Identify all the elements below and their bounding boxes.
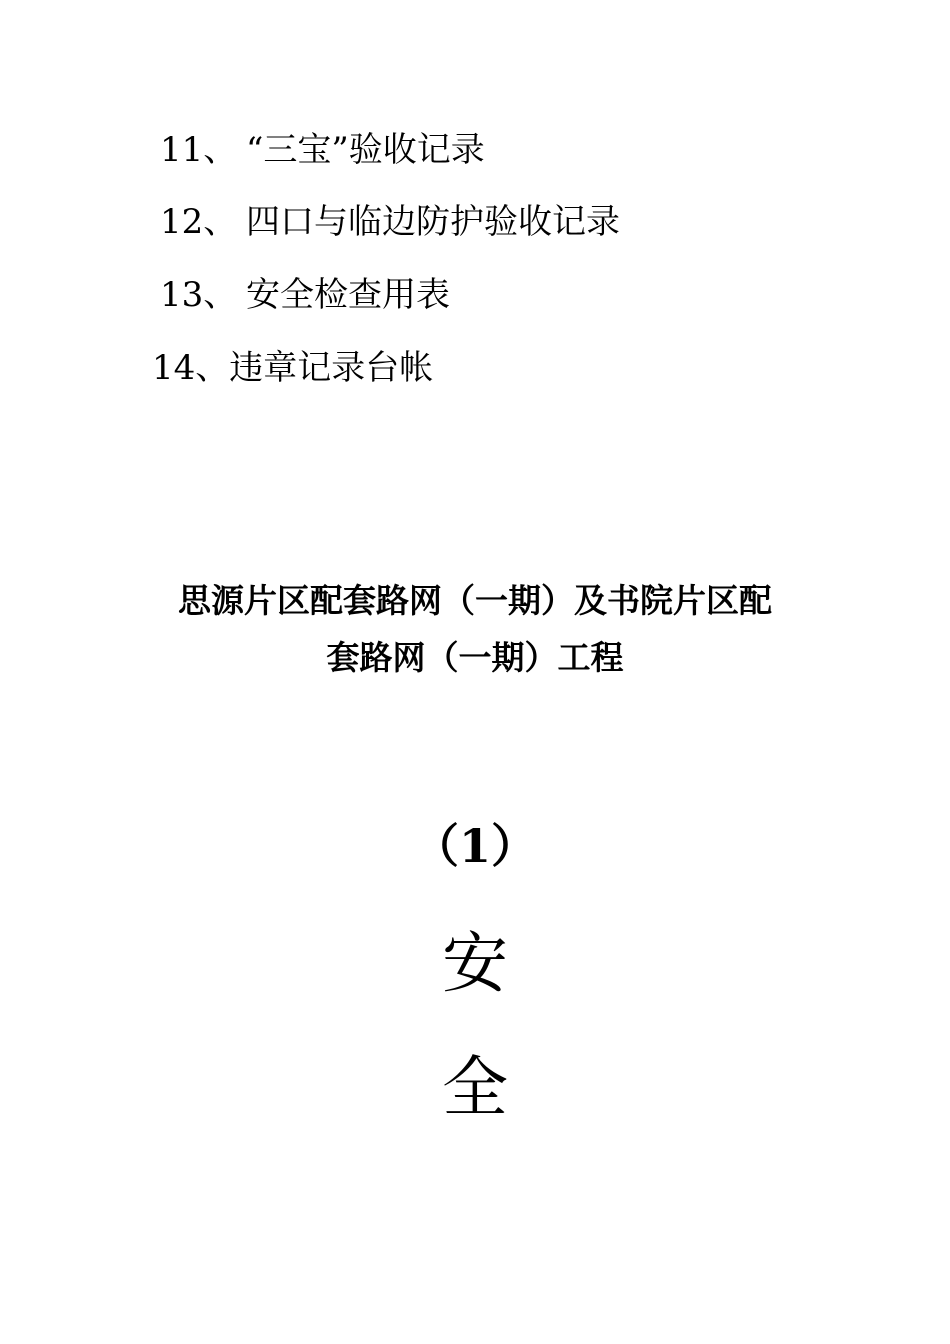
- list-item-text: 四口与临边防护验收记录: [246, 202, 620, 242]
- volume-title-char-1: 安: [442, 925, 508, 1002]
- volume-title-char-2: 全: [442, 1049, 508, 1126]
- list-item-number: 11、: [160, 130, 238, 170]
- list-item-number: 14、: [152, 348, 230, 388]
- list-item: [160, 275, 450, 315]
- list-item-text: 违章记录台帐: [229, 348, 434, 388]
- list-item-text: “三宝”验收记录: [246, 130, 485, 170]
- project-title-line-2: 套路网（一期）工程: [326, 638, 624, 677]
- list-item-number: 13、: [160, 275, 238, 315]
- project-title-line-1: 思源片区配套路网（一期）及书院片区配: [178, 581, 772, 620]
- volume-number: （1）: [412, 819, 537, 873]
- list-item: [160, 130, 485, 170]
- list-item: [160, 202, 620, 242]
- list-item-text: 安全检查用表: [246, 275, 450, 315]
- list-item: [152, 348, 433, 388]
- list-item-number: 12、: [160, 202, 238, 242]
